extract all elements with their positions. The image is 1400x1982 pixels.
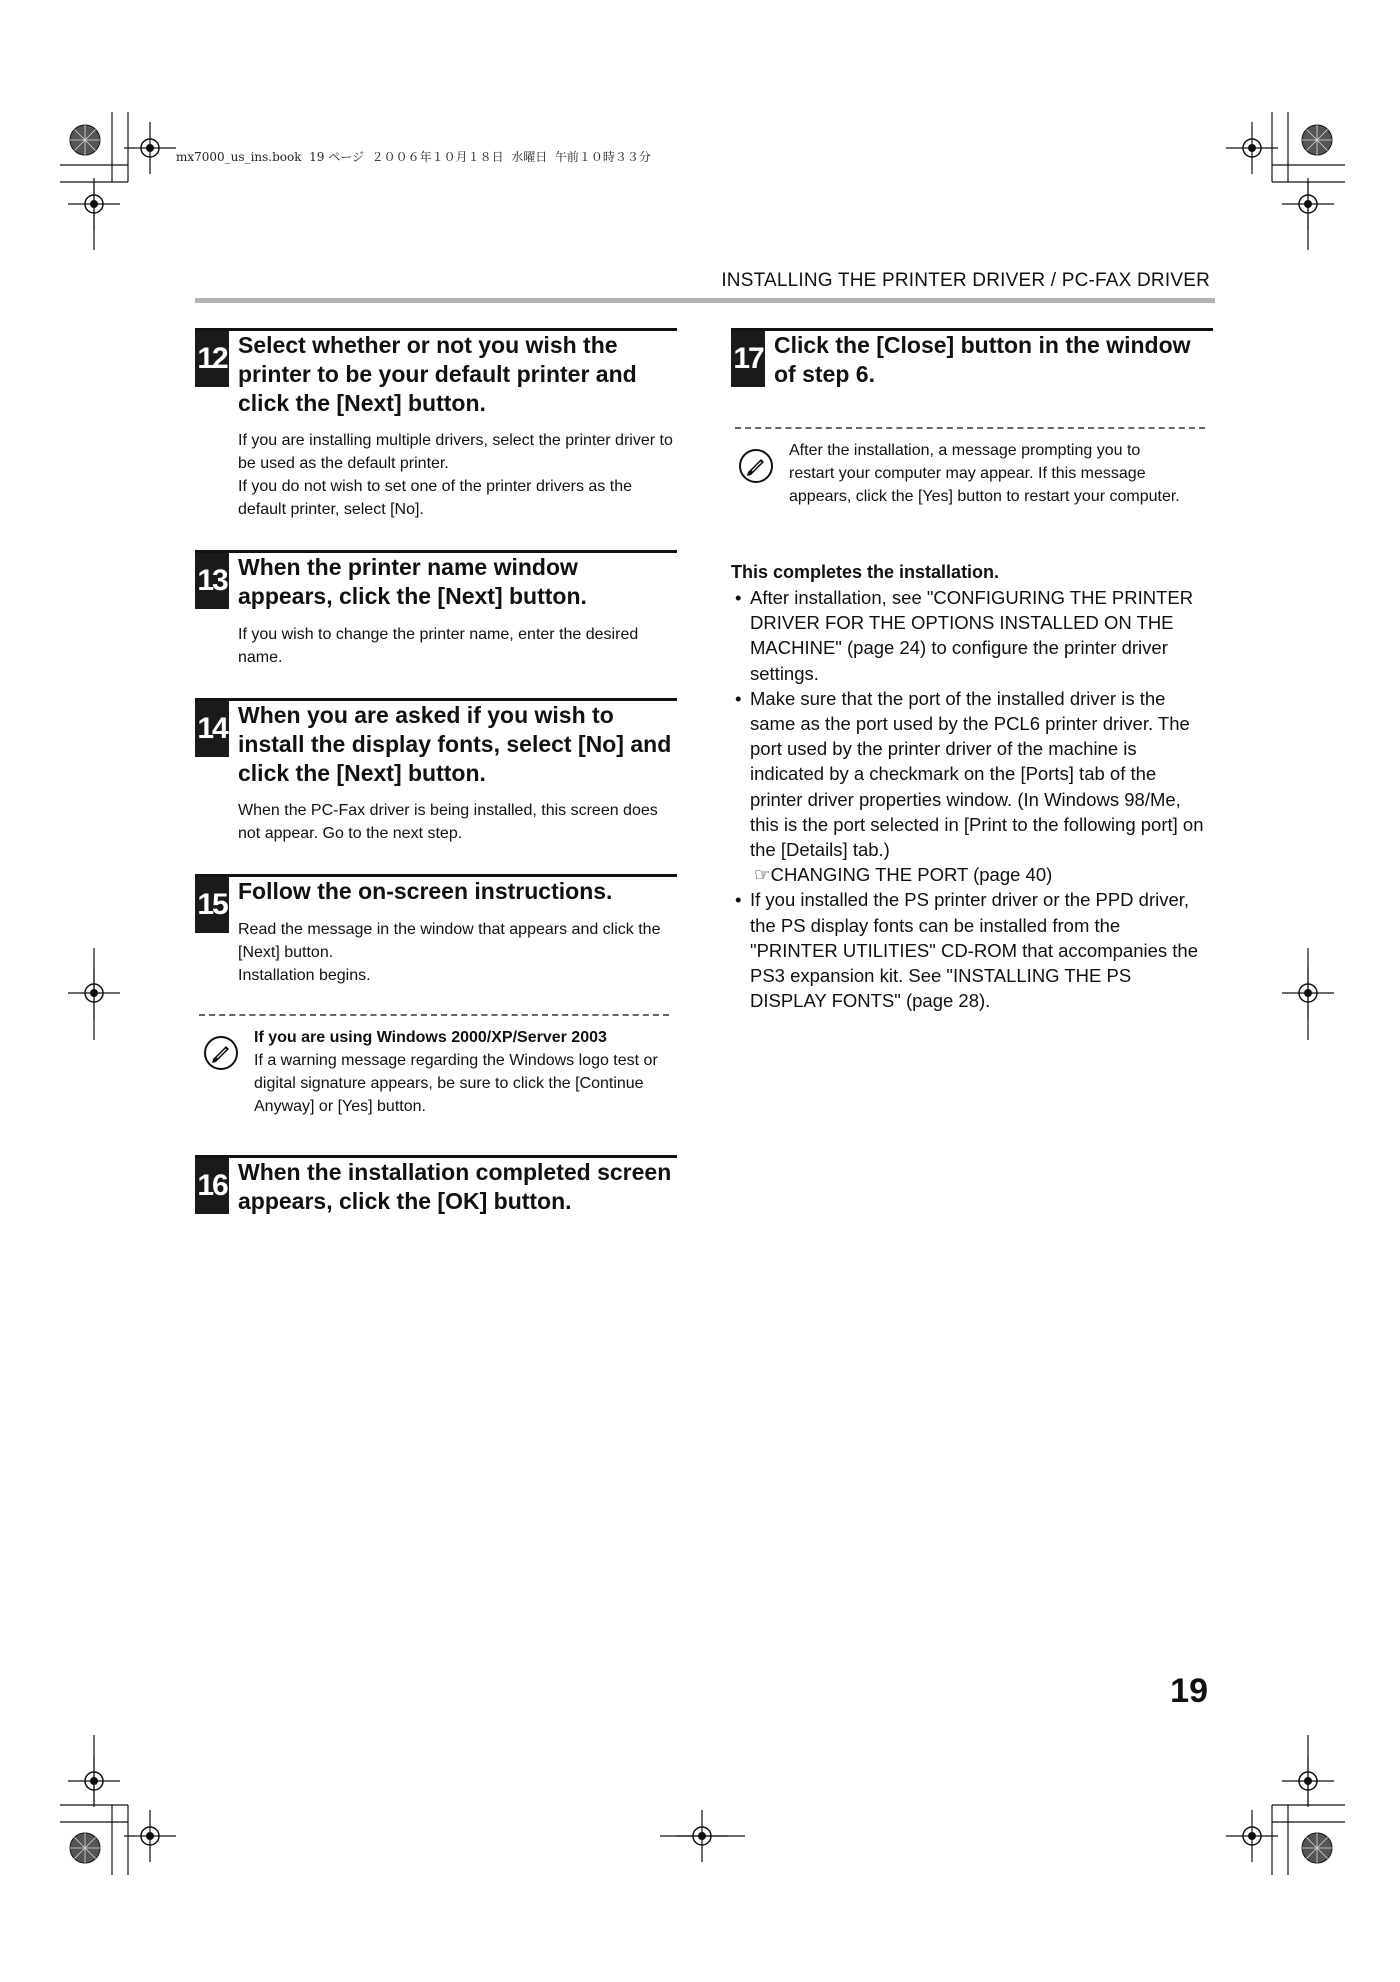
step-number: 15 bbox=[195, 877, 229, 933]
step-17 bbox=[731, 328, 1213, 387]
step-number: 16 bbox=[195, 1158, 229, 1214]
step-number: 14 bbox=[195, 701, 229, 757]
running-head: INSTALLING THE PRINTER DRIVER / PC-FAX DRIVER bbox=[721, 270, 1210, 291]
list-item: • Make sure that the port of the installed driver is the same as the port used by the PCL6 printer driver. The port used by the printer driver of the machine is indicated by a checkmark on the [Ports] tab of the printer driver properties window. (In Windows 98/Me, this is the port selected in [Print to the following port] on the [Details] tab.) ☞CHANGING THE PORT (page 40) bbox=[731, 686, 1211, 888]
note-text: If a warning message regarding the Windows logo test or digital signature appears, be sure to click the [Continue Anyway] or [Yes] button. bbox=[254, 1052, 658, 1115]
step-title: Select whether or not you wish the printer to be your default printer and click the [Next] button. bbox=[238, 332, 637, 416]
header-rule bbox=[195, 298, 1215, 303]
step-16 bbox=[195, 1155, 677, 1214]
step-12 bbox=[195, 328, 677, 518]
note-divider bbox=[199, 1014, 669, 1016]
print-info: mx7000_us_ins.book 19 ページ ２００６年１０月１８日 水曜日 午前１０時３３分 bbox=[176, 150, 651, 164]
note-heading: If you are using Windows 2000/XP/Server 2003 bbox=[254, 1029, 607, 1046]
step-13 bbox=[195, 550, 677, 666]
step-body: If you wish to change the printer name, enter the desired name. bbox=[238, 626, 639, 666]
step-body: Read the message in the window that appears and click the [Next] button. Installation begins. bbox=[238, 921, 661, 984]
step-number: 13 bbox=[195, 553, 229, 609]
step-title: When the printer name window appears, click the [Next] button. bbox=[238, 554, 587, 609]
step-number: 17 bbox=[731, 331, 765, 387]
completion-list bbox=[731, 585, 1211, 1013]
step-body: If you are installing multiple drivers, select the printer driver to be used as the default printer. If you do not wish to set one of the printer drivers as the default printer, select [No]. bbox=[238, 432, 673, 518]
note-divider bbox=[735, 427, 1205, 429]
step-body: When the PC-Fax driver is being installed, this screen does not appear. Go to the next step. bbox=[238, 802, 658, 842]
completion-heading: This completes the installation. bbox=[731, 562, 1000, 582]
step-15 bbox=[195, 874, 677, 984]
pencil-note-icon bbox=[202, 1034, 240, 1072]
cross-reference-link[interactable]: ☞CHANGING THE PORT (page 40) bbox=[754, 864, 1053, 886]
list-item: • After installation, see "CONFIGURING THE PRINTER DRIVER FOR THE OPTIONS INSTALLED ON THE MACHINE" (page 24) to configure the printer driver settings. bbox=[731, 585, 1211, 686]
pencil-note-icon bbox=[737, 447, 775, 485]
step-number: 12 bbox=[195, 331, 229, 387]
restart-note: After the installation, a message prompting you to restart your computer may appear. If this message appears, click the [Yes] button to restart your computer. bbox=[789, 442, 1180, 505]
step-14 bbox=[195, 698, 677, 842]
page-number: 19 bbox=[1170, 1672, 1208, 1710]
windows-note bbox=[254, 1026, 674, 1118]
step-title: Follow the on-screen instructions. bbox=[238, 878, 613, 904]
step-title: When you are asked if you wish to install the display fonts, select [No] and click the [Next] button. bbox=[238, 702, 672, 786]
list-item: • If you installed the PS printer driver or the PPD driver, the PS display fonts can be installed from the "PRINTER UTILITIES" CD-ROM that accompanies the PS3 expansion kit. See "INSTALLING THE PS DISPLAY FONTS" (page 28). bbox=[731, 887, 1211, 1013]
step-title: When the installation completed screen appears, click the [OK] button. bbox=[238, 1159, 672, 1214]
step-title: Click the [Close] button in the window of step 6. bbox=[774, 332, 1191, 387]
